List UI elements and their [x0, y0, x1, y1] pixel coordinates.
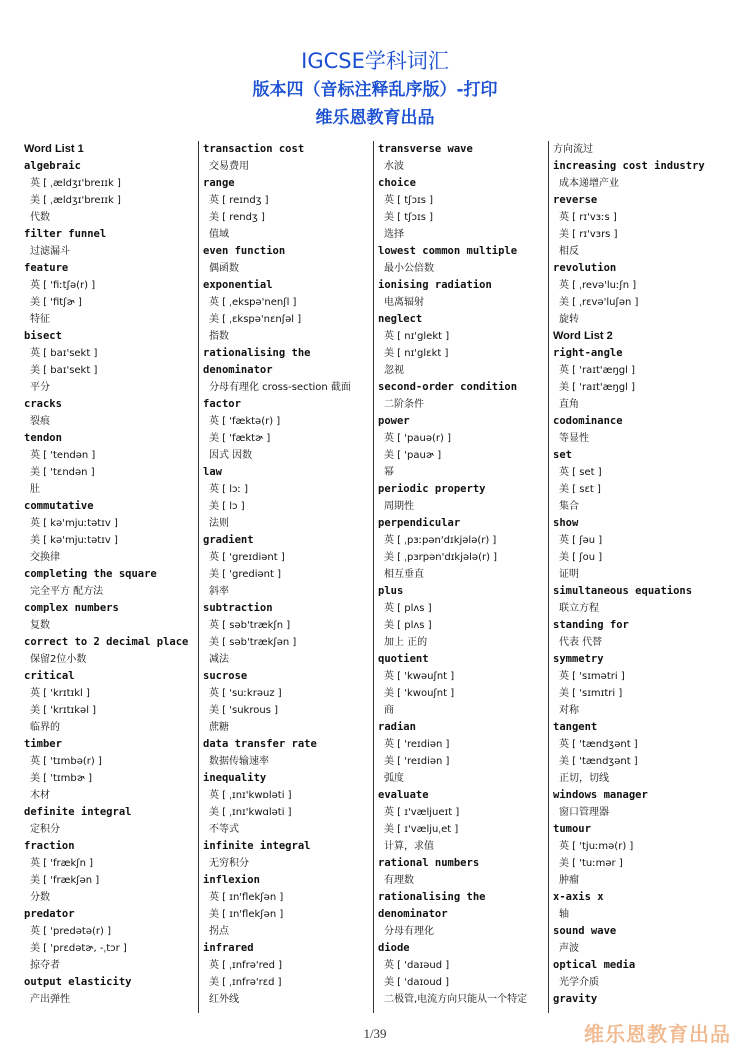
uk-pronunciation: 英 [ ˌrevə'luːʃn ] [559, 280, 637, 291]
chinese-meaning: 集合 [559, 501, 579, 512]
word-list-heading: Word List 2 [553, 330, 613, 342]
chinese-meaning: 正切，切线 [559, 773, 609, 784]
headword: plus [378, 585, 404, 597]
headword: quotient [378, 653, 429, 665]
headword: second-order condition [378, 381, 518, 393]
headword: output elasticity [24, 976, 132, 988]
us-pronunciation: 美 [ tʃɔɪs ] [384, 212, 434, 223]
chinese-meaning: 肿瘤 [559, 875, 579, 886]
uk-pronunciation: 英 [ 'daɪəud ] [384, 960, 450, 971]
uk-pronunciation: 英 [ 'fæktə(r) ] [209, 416, 281, 427]
headword: rationalising the [203, 347, 311, 359]
us-pronunciation: 美 [ ˌældʒɪ'breɪɪk ] [30, 195, 121, 206]
uk-pronunciation: 英 [ ʃəu ] [559, 535, 603, 546]
chinese-meaning: 二极管,电流方向只能从一个特定 [384, 994, 528, 1005]
headword: standing for [553, 619, 629, 631]
chinese-meaning: 平分 [30, 382, 50, 393]
us-pronunciation: 美 [ ˌɪnfrə'rɛd ] [209, 977, 282, 988]
headword: data transfer rate [203, 738, 317, 750]
chinese-meaning: 无穷积分 [209, 858, 249, 869]
headword: filter funnel [24, 228, 107, 240]
word-column-4 [548, 141, 731, 1013]
watermark-logo: 维乐恩教育出品 [584, 1022, 731, 1046]
headword: completing the square [24, 568, 157, 580]
uk-pronunciation: 英 [ 'greɪdiənt ] [209, 552, 285, 563]
chinese-meaning: 对称 [559, 705, 579, 716]
publisher-line: 维乐恩教育出品 [315, 108, 435, 128]
headword: neglect [378, 313, 423, 325]
headword: algebraic [24, 160, 81, 172]
us-pronunciation: 美 [ lɔ ] [209, 501, 245, 512]
us-pronunciation: 美 [ 'fæktɚ ] [209, 433, 271, 444]
us-pronunciation: 美 [ plʌs ] [384, 620, 432, 631]
us-pronunciation: 美 [ nɪ'glɛkt ] [384, 348, 449, 359]
uk-pronunciation: 英 [ rɪ'vɜːs ] [559, 212, 617, 223]
chinese-meaning: 直角 [559, 399, 579, 410]
chinese-meaning: 红外线 [209, 994, 239, 1005]
chinese-meaning: 复数 [30, 620, 50, 631]
us-pronunciation: 美 [ 'reɪdiən ] [384, 756, 450, 767]
us-pronunciation: 美 [ baɪ'sekt ] [30, 365, 98, 376]
chinese-meaning: 成本递增产业 [559, 178, 619, 189]
us-pronunciation: 美 [ 'tɛndən ] [30, 467, 95, 478]
us-pronunciation: 美 [ 'prɛdətɚ, -ˌtɔr ] [30, 943, 127, 954]
uk-pronunciation: 英 [ 'raɪt'æŋgl ] [559, 365, 635, 376]
chinese-meaning: 计算，求值 [384, 841, 434, 852]
uk-pronunciation: 英 [ reɪndʒ ] [209, 195, 269, 206]
headword: definite integral [24, 806, 132, 818]
headword: transaction cost [203, 143, 305, 155]
headword: denominator [203, 364, 273, 376]
document-subtitle: 版本四（音标注释乱序版）-打印 [252, 80, 498, 100]
uk-pronunciation: 英 [ 'fiːtʃə(r) ] [30, 280, 96, 291]
uk-pronunciation: 英 [ nɪ'glekt ] [384, 331, 450, 342]
chinese-meaning: 蔗糖 [209, 722, 229, 733]
chinese-meaning: 相反 [559, 246, 579, 257]
headword: x-axis x [553, 891, 604, 903]
us-pronunciation: 美 [ ɪn'flekʃən ] [209, 909, 284, 920]
chinese-meaning: 二阶条件 [384, 399, 424, 410]
uk-pronunciation: 英 [ ˌekspə'nenʃl ] [209, 297, 297, 308]
uk-pronunciation: 英 [ ɪn'flekʃən ] [209, 892, 284, 903]
headword: fraction [24, 840, 75, 852]
uk-pronunciation: 英 [ kə'mjuːtətɪv ] [30, 518, 118, 529]
chinese-meaning: 忽视 [384, 365, 404, 376]
headword: inflexion [203, 874, 260, 886]
headword: codominance [553, 415, 623, 427]
uk-pronunciation: 英 [ 'tændʒənt ] [559, 739, 638, 750]
headword: tumour [553, 823, 591, 835]
headword: evaluate [378, 789, 429, 801]
us-pronunciation: 美 [ 'sɪmɪtri ] [559, 688, 623, 699]
chinese-meaning: 相互垂直 [384, 569, 424, 580]
chinese-meaning: 电离辐射 [384, 297, 424, 308]
us-pronunciation: 美 [ 'grediənt ] [209, 569, 282, 580]
chinese-meaning: 不等式 [209, 824, 239, 835]
headword: diode [378, 942, 410, 954]
headword: tendon [24, 432, 62, 444]
us-pronunciation: 美 [ kə'mjuːtətɪv ] [30, 535, 118, 546]
word-list-heading: Word List 1 [24, 143, 84, 155]
headword: symmetry [553, 653, 604, 665]
uk-pronunciation: 英 [ 'suːkrəuz ] [209, 688, 282, 699]
us-pronunciation: 美 [ sɛt ] [559, 484, 601, 495]
document-header [0, 48, 750, 131]
headword: commutative [24, 500, 94, 512]
headword: inequality [203, 772, 267, 784]
us-pronunciation: 美 [ 'fitʃɚ ] [30, 297, 82, 308]
uk-pronunciation: 英 [ 'predətə(r) ] [30, 926, 111, 937]
chinese-meaning: 定积分 [30, 824, 60, 835]
uk-pronunciation: 英 [ tʃɔɪs ] [384, 195, 434, 206]
uk-pronunciation: 英 [ 'tjuːmə(r) ] [559, 841, 634, 852]
chinese-meaning: 法则 [209, 518, 229, 529]
uk-pronunciation: 英 [ 'krɪtɪkl ] [30, 688, 90, 699]
headword: even function [203, 245, 286, 257]
chinese-meaning: 幂 [384, 467, 394, 478]
headword: subtraction [203, 602, 273, 614]
headword: gradient [203, 534, 254, 546]
chinese-meaning: 斜率 [209, 586, 229, 597]
headword: complex numbers [24, 602, 119, 614]
headword: show [553, 517, 579, 529]
headword: ionising radiation [378, 279, 492, 291]
headword: sucrose [203, 670, 248, 682]
headword: choice [378, 177, 416, 189]
chinese-meaning: 分母有理化 [384, 926, 434, 937]
headword: right-angle [553, 347, 623, 359]
chinese-meaning: 等显性 [559, 433, 589, 444]
headword: simultaneous equations [553, 585, 693, 597]
chinese-meaning: 因式 因数 [209, 450, 253, 461]
us-pronunciation: 美 [ ˌpɜrpən'dɪkjələ(r) ] [384, 552, 498, 563]
headword: cracks [24, 398, 62, 410]
headword: predator [24, 908, 75, 920]
chinese-meaning: 有理数 [384, 875, 414, 886]
headword: increasing cost industry [553, 160, 705, 172]
us-pronunciation: 美 [ 'sukrous ] [209, 705, 278, 716]
headword: set [553, 449, 572, 461]
headword: rationalising the [378, 891, 486, 903]
word-column-3 [373, 141, 546, 1013]
headword: windows manager [553, 789, 648, 801]
us-pronunciation: 美 [ ʃou ] [559, 552, 603, 563]
chinese-meaning: 值域 [209, 229, 229, 240]
chinese-meaning: 偶函数 [209, 263, 239, 274]
chinese-meaning: 交换律 [30, 552, 60, 563]
headword: rational numbers [378, 857, 480, 869]
us-pronunciation: 美 [ 'frækʃən ] [30, 875, 100, 886]
chinese-meaning: 代表 代替 [559, 637, 603, 648]
headword: timber [24, 738, 62, 750]
uk-pronunciation: 英 [ ˌpɜːpən'dɪkjələ(r) ] [384, 535, 497, 546]
chinese-meaning: 证明 [559, 569, 579, 580]
word-column-1 [22, 141, 192, 1013]
headword: bisect [24, 330, 62, 342]
chinese-meaning: 指数 [209, 331, 229, 342]
headword: factor [203, 398, 241, 410]
chinese-meaning: 拐点 [209, 926, 229, 937]
uk-pronunciation: 英 [ ˌɪnɪ'kwɒləti ] [209, 790, 292, 801]
us-pronunciation: 美 [ ɪ'væljuˌet ] [384, 824, 459, 835]
uk-pronunciation: 英 [ 'sɪmətri ] [559, 671, 625, 682]
headword: sound wave [553, 925, 617, 937]
page-number: 1/39 [363, 1026, 387, 1041]
us-pronunciation: 美 [ ˌɪnɪ'kwɑləti ] [209, 807, 292, 818]
headword: lowest common multiple [378, 245, 518, 257]
chinese-meaning: 周期性 [384, 501, 414, 512]
us-pronunciation: 美 [ 'daɪoud ] [384, 977, 450, 988]
headword: range [203, 177, 235, 189]
chinese-meaning: 肚 [30, 484, 40, 495]
uk-pronunciation: 英 [ ˌɪnfrə'red ] [209, 960, 283, 971]
headword: exponential [203, 279, 273, 291]
chinese-meaning: 过滤漏斗 [30, 246, 70, 257]
chinese-meaning: 窗口管理器 [559, 807, 609, 818]
chinese-meaning: 产出弹性 [30, 994, 70, 1005]
headword: revolution [553, 262, 617, 274]
document-title: IGCSE学科词汇 [301, 49, 449, 73]
uk-pronunciation: 英 [ ɪ'væljueɪt ] [384, 807, 460, 818]
uk-pronunciation: 英 [ səb'trækʃn ] [209, 620, 291, 631]
chinese-meaning: 选择 [384, 229, 404, 240]
chinese-meaning: 分数 [30, 892, 50, 903]
chinese-meaning: 代数 [30, 212, 50, 223]
chinese-meaning: 水波 [384, 161, 404, 172]
headword: gravity [553, 993, 598, 1005]
headword: periodic property [378, 483, 486, 495]
uk-pronunciation: 英 [ ˌældʒɪ'breɪɪk ] [30, 178, 121, 189]
headword: reverse [553, 194, 598, 206]
chinese-meaning: 交易费用 [209, 161, 249, 172]
us-pronunciation: 美 [ səb'trækʃən ] [209, 637, 297, 648]
headword: feature [24, 262, 69, 274]
headword: infinite integral [203, 840, 311, 852]
chinese-meaning: 光学介质 [559, 977, 599, 988]
chinese-meaning: 方向流过 [553, 144, 593, 155]
chinese-meaning: 商 [384, 705, 394, 716]
uk-pronunciation: 英 [ 'kwəuʃnt ] [384, 671, 455, 682]
chinese-meaning: 木材 [30, 790, 50, 801]
us-pronunciation: 美 [ 'tændʒənt ] [559, 756, 638, 767]
chinese-meaning: 最小公倍数 [384, 263, 434, 274]
headword: denominator [378, 908, 448, 920]
us-pronunciation: 美 [ 'tɪmbɚ ] [30, 773, 93, 784]
chinese-meaning: 掠夺者 [30, 960, 60, 971]
chinese-meaning: 加上 正的 [384, 637, 428, 648]
uk-pronunciation: 英 [ 'pauə(r) ] [384, 433, 451, 444]
us-pronunciation: 美 [ 'pauɚ ] [384, 450, 442, 461]
us-pronunciation: 美 [ ˌɛkspə'nɛnʃəl ] [209, 314, 302, 325]
chinese-meaning: 轴 [559, 909, 569, 920]
chinese-meaning: 临界的 [30, 722, 60, 733]
us-pronunciation: 美 [ 'raɪt'æŋgl ] [559, 382, 635, 393]
headword: correct to 2 decimal place [24, 636, 189, 648]
uk-pronunciation: 英 [ plʌs ] [384, 603, 432, 614]
uk-pronunciation: 英 [ 'tendən ] [30, 450, 96, 461]
us-pronunciation: 美 [ 'tuːmər ] [559, 858, 623, 869]
uk-pronunciation: 英 [ 'frækʃn ] [30, 858, 94, 869]
chinese-meaning: 联立方程 [559, 603, 599, 614]
headword: radian [378, 721, 416, 733]
us-pronunciation: 美 [ ˌrɛvə'luʃən ] [559, 297, 639, 308]
chinese-meaning: 保留2位小数 [30, 654, 87, 665]
uk-pronunciation: 英 [ baɪ'sekt ] [30, 348, 98, 359]
headword: tangent [553, 721, 598, 733]
headword: transverse wave [378, 143, 473, 155]
headword: optical media [553, 959, 636, 971]
headword: law [203, 466, 222, 478]
chinese-meaning: 数据传输速率 [209, 756, 269, 767]
uk-pronunciation: 英 [ lɔː ] [209, 484, 248, 495]
us-pronunciation: 美 [ 'krɪtɪkəl ] [30, 705, 97, 716]
chinese-meaning: 旋转 [559, 314, 579, 325]
chinese-meaning: 裂痕 [30, 416, 50, 427]
chinese-meaning: 完全平方 配方法 [30, 586, 104, 597]
us-pronunciation: 美 [ rɪ'vɜrs ] [559, 229, 618, 240]
headword: infrared [203, 942, 254, 954]
word-list-columns [22, 141, 728, 1013]
chinese-meaning: 弧度 [384, 773, 404, 784]
chinese-meaning: 特征 [30, 314, 50, 325]
chinese-meaning: 分母有理化 cross-section 截面 [209, 382, 351, 393]
uk-pronunciation: 英 [ 'tɪmbə(r) ] [30, 756, 102, 767]
uk-pronunciation: 英 [ set ] [559, 467, 602, 478]
headword: perpendicular [378, 517, 461, 529]
chinese-meaning: 减法 [209, 654, 229, 665]
headword: critical [24, 670, 75, 682]
headword: power [378, 415, 410, 427]
us-pronunciation: 美 [ 'kwouʃnt ] [384, 688, 455, 699]
chinese-meaning: 声波 [559, 943, 579, 954]
us-pronunciation: 美 [ rendʒ ] [209, 212, 265, 223]
uk-pronunciation: 英 [ 'reɪdiən ] [384, 739, 450, 750]
word-column-2 [198, 141, 371, 1013]
